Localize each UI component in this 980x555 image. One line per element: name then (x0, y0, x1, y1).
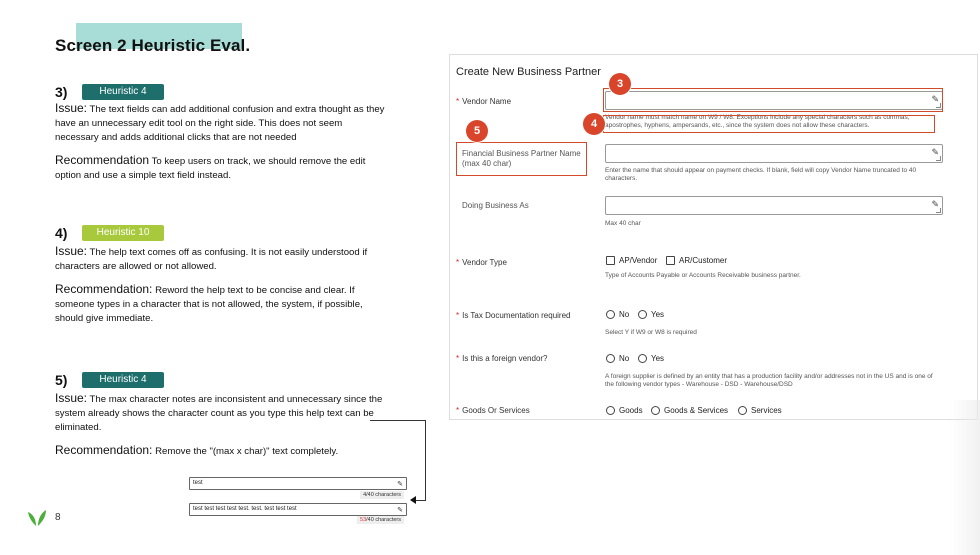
foreign-vendor-help: A foreign supplier is defined by an entity that has a production facility and/or addresses not in the US and is one of the following vendor types - Warehouse - DSD - Warehouse/DSD (605, 373, 933, 388)
arrowhead-icon (410, 496, 416, 504)
connector-line (370, 420, 426, 421)
tax-doc-yes-label: Yes (651, 310, 665, 319)
pencil-icon: ✎ (397, 481, 403, 488)
resize-grip-icon (936, 208, 941, 213)
goods-radio[interactable] (606, 406, 643, 415)
goods-services-label (456, 406, 530, 415)
tax-doc-no-label: No (619, 310, 630, 319)
highlight-vendor-name-field (603, 88, 943, 112)
dba-help: Max 40 char (605, 220, 641, 227)
ap-vendor-checkbox[interactable] (606, 256, 657, 265)
checkbox-icon[interactable] (666, 256, 675, 265)
example-field-2-value: test test test test test. test. test test test (193, 506, 297, 512)
vendor-name-label-text: Vendor Name (462, 97, 512, 106)
vendor-type-label (456, 258, 507, 267)
vendor-type-help: Type of Accounts Payable or Accounts Receivable business partner. (605, 272, 801, 279)
vendor-type-label-text: Vendor Type (462, 258, 507, 267)
recommendation-text: To keep users on track, we should remove the edit option and use a simple text field instead. (55, 156, 366, 181)
foreign-no-radio[interactable] (606, 354, 629, 363)
heuristic-badge: Heuristic 4 (82, 372, 164, 388)
required-asterisk: * (456, 406, 460, 415)
goods-services-label-text: Goods Or Services (462, 406, 530, 415)
example-count-2-over: 53 (360, 517, 367, 523)
vendor-name-help: Vendor name must match name on W9 / W8. Exceptions include any special characters such as commas, apostrophes, hyphens, ampersands, etc., since the system does not allow these characters. (605, 114, 910, 129)
form-title: Create New Business Partner (456, 66, 601, 78)
foreign-vendor-label (456, 354, 548, 363)
recommendation-label: Recommendation: (55, 443, 153, 457)
annotation-marker-5: 5 (466, 120, 488, 142)
heuristic-badge: Heuristic 10 (82, 225, 164, 241)
recommendation-text: Remove the "(max x char)" text completely. (155, 446, 339, 457)
radio-icon[interactable] (606, 406, 615, 415)
example-field-1 (189, 477, 407, 490)
issue-paragraph (55, 245, 385, 274)
foreign-vendor-label-text: Is this a foreign vendor? (462, 354, 548, 363)
tax-doc-no-radio[interactable] (606, 310, 629, 319)
ar-customer-checkbox[interactable] (666, 256, 727, 265)
services-radio[interactable] (738, 406, 782, 415)
tax-doc-yes-radio[interactable] (638, 310, 664, 319)
example-field-1-value: test (193, 480, 203, 486)
checkbox-icon[interactable] (606, 256, 615, 265)
radio-icon[interactable] (606, 310, 615, 319)
sprout-logo-icon (27, 507, 47, 527)
issue-label: Issue: (55, 101, 88, 115)
page-number: 8 (55, 512, 61, 523)
vendor-name-label (456, 97, 511, 106)
radio-icon[interactable] (606, 354, 615, 363)
issue-text: The help text comes off as confusing. It is not easily understood if characters are allowed or not allowed. (55, 247, 368, 272)
highlight-vendor-name-help (603, 115, 935, 133)
slide-title: Screen 2 Heuristic Eval. (55, 36, 251, 55)
recommendation-paragraph (55, 283, 385, 325)
fbp-name-input[interactable] (605, 144, 943, 163)
section-number: 3) (55, 84, 68, 100)
ap-vendor-label: AP/Vendor (619, 256, 658, 265)
foreign-yes-label: Yes (651, 354, 665, 363)
recommendation-text: Reword the help text to be concise and clear. If someone types in a character that is not allowed, the system, if possible, should give immediate. (55, 285, 363, 324)
connector-line (416, 500, 426, 501)
tax-doc-label (456, 311, 570, 320)
radio-icon[interactable] (638, 354, 647, 363)
heuristic-badge: Heuristic 4 (82, 84, 164, 100)
goods-label: Goods (619, 406, 643, 415)
example-field-2 (189, 503, 407, 516)
section-number: 5) (55, 372, 68, 388)
character-count-example (184, 468, 412, 530)
tax-doc-label-text: Is Tax Documentation required (462, 311, 571, 320)
decorative-corner-fade (950, 400, 980, 555)
issue-paragraph (55, 102, 385, 144)
annotation-marker-4: 4 (583, 113, 605, 135)
foreign-yes-radio[interactable] (638, 354, 664, 363)
recommendation-paragraph (55, 154, 385, 183)
goods-and-services-label: Goods & Services (664, 406, 729, 415)
pencil-icon[interactable]: ✎ (931, 147, 939, 157)
dba-input[interactable] (605, 196, 943, 215)
pencil-icon[interactable]: ✎ (931, 199, 939, 209)
example-count-1: 4/40 characters (360, 491, 404, 499)
dba-label: Doing Business As (462, 201, 529, 210)
highlight-fbp-name-label (456, 142, 587, 176)
issue-text: The max character notes are inconsistent and unnecessary since the system already shows the character count as you type this help text can be eliminated. (55, 394, 383, 433)
pencil-icon[interactable]: ✎ (931, 94, 939, 104)
issue-label: Issue: (55, 244, 88, 258)
example-count-2 (357, 516, 404, 524)
services-label: Services (751, 406, 782, 415)
fbp-name-label: Financial Business Partner Name (max 40 char) (462, 149, 581, 168)
required-asterisk: * (456, 354, 460, 363)
foreign-no-label: No (619, 354, 630, 363)
recommendation-label: Recommendation (55, 153, 150, 167)
radio-icon[interactable] (738, 406, 747, 415)
annotation-marker-3: 3 (609, 73, 631, 95)
recommendation-label: Recommendation: (55, 282, 153, 296)
required-asterisk: * (456, 311, 460, 320)
section-number: 4) (55, 225, 68, 241)
required-asterisk: * (456, 258, 460, 267)
example-count-2-rest: /40 characters (366, 517, 401, 523)
recommendation-paragraph (55, 444, 385, 459)
radio-icon[interactable] (651, 406, 660, 415)
goods-and-services-radio[interactable] (651, 406, 728, 415)
issue-paragraph (55, 392, 385, 434)
radio-icon[interactable] (638, 310, 647, 319)
fbp-name-help: Enter the name that should appear on payment checks. If blank, field will copy Vendor Name truncated to 40 characters. (605, 167, 917, 182)
pencil-icon: ✎ (397, 507, 403, 514)
tax-doc-help: Select Y if W9 or W8 is required (605, 329, 697, 336)
ar-customer-label: AR/Customer (679, 256, 728, 265)
issue-label: Issue: (55, 391, 88, 405)
required-asterisk: * (456, 97, 460, 106)
connector-line (425, 420, 426, 500)
resize-grip-icon (936, 156, 941, 161)
issue-text: The text fields can add additional confusion and extra thought as they have an unnecessary edit tool on the right side. This does not seem necessary and adds additional clicks that are not needed (55, 104, 385, 143)
